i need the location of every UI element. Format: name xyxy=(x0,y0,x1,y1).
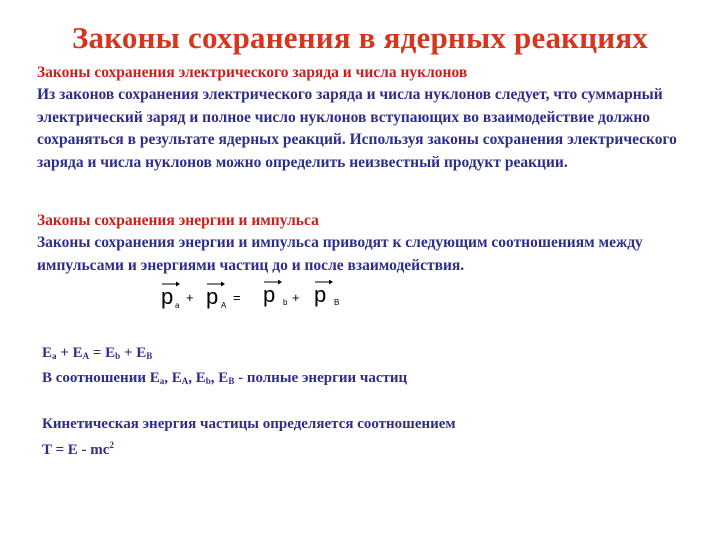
subscript: B xyxy=(228,376,235,386)
section-energy-momentum xyxy=(37,210,697,277)
section-heading: Законы сохранения электрического заряда и числа нуклонов xyxy=(37,64,468,81)
energy-equation xyxy=(42,345,642,362)
energy-symbol: E xyxy=(105,345,116,361)
subscript: a xyxy=(52,351,57,361)
momentum-symbol: p xyxy=(263,282,276,307)
vector-arrowhead-icon xyxy=(329,280,333,285)
equals-sign: = xyxy=(92,345,102,361)
formula-main: T = E - mc xyxy=(42,442,110,458)
subscript: a xyxy=(159,376,165,386)
section-heading: Законы сохранения энергии и импульса xyxy=(37,212,319,229)
plus-sign: + xyxy=(292,290,300,305)
section-text: Из законов сохранения электрического заряда и числа нуклонов следует, что суммарный электрический заряд и полное число нуклонов вступающих во взаимодействие должно сохраняться в результате ядерных реакций. Используя законы сохранения электрического заряда и числа нуклонов можно определить неизвестный продукт реакции. xyxy=(37,86,677,171)
momentum-symbol: p xyxy=(161,284,174,309)
note-suffix: - полные энергии частиц xyxy=(234,370,408,386)
plus-sign: + xyxy=(186,290,194,305)
energy-symbol: E xyxy=(218,370,229,386)
section-charge-nucleons xyxy=(37,62,697,174)
momentum-equation xyxy=(160,280,360,320)
plus-sign: + xyxy=(60,345,69,361)
comma: , xyxy=(210,370,215,386)
vector-arrowhead-icon xyxy=(176,282,180,287)
section-text: Законы сохранения энергии и импульса приводят к следующим соотношениям между импульсами и энергиями частиц до и после взаимодействия. xyxy=(37,234,643,274)
comma: , xyxy=(164,370,168,386)
page-title: Законы сохранения в ядерных реакциях xyxy=(71,20,649,55)
subscript: A xyxy=(82,351,90,361)
subscript: B xyxy=(334,298,340,307)
energy-note xyxy=(42,370,642,387)
subscript: a xyxy=(175,301,180,310)
plus-sign: + xyxy=(123,345,133,361)
kinetic-energy-text: Кинетическая энергия частицы определяется соотношением xyxy=(42,416,456,432)
vector-arrowhead-icon xyxy=(278,280,282,285)
kinetic-energy-formula xyxy=(42,440,642,459)
equals-sign: = xyxy=(233,290,241,305)
energy-symbol: E xyxy=(136,345,147,361)
energy-symbol: E xyxy=(149,370,160,386)
momentum-symbol: p xyxy=(314,282,327,307)
vector-arrowhead-icon xyxy=(221,282,225,287)
subscript: B xyxy=(146,351,153,361)
energy-symbol: E xyxy=(195,370,206,386)
momentum-symbol: p xyxy=(206,284,219,309)
energy-symbol: E xyxy=(42,345,53,361)
energy-symbol: E xyxy=(72,345,83,361)
subscript: A xyxy=(181,376,189,386)
subscript: A xyxy=(221,301,227,310)
energy-symbol: E xyxy=(171,370,182,386)
subscript: b xyxy=(205,376,211,386)
subscript: b xyxy=(283,298,288,307)
formula-exponent: 2 xyxy=(109,440,114,450)
comma: , xyxy=(188,370,193,386)
note-prefix: В соотношении xyxy=(42,370,150,386)
subscript: b xyxy=(115,351,121,361)
